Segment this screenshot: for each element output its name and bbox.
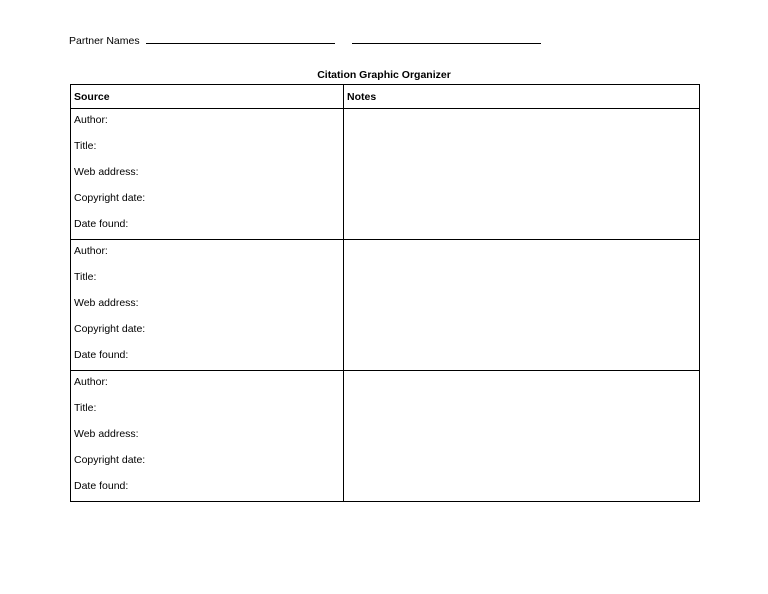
date-found-field[interactable]: Date found:: [74, 349, 129, 361]
notes-cell[interactable]: [344, 109, 700, 240]
citation-organizer-table: [70, 84, 700, 502]
title-field[interactable]: Title:: [74, 140, 97, 152]
author-field[interactable]: Author:: [74, 245, 108, 257]
title-field[interactable]: Title:: [74, 271, 97, 283]
table-header-row: [71, 85, 700, 109]
web-address-field[interactable]: Web address:: [74, 297, 139, 309]
notes-column-header: Notes: [344, 85, 700, 109]
copyright-date-field[interactable]: Copyright date:: [74, 454, 146, 466]
partner-name-blank-1[interactable]: [146, 35, 335, 44]
table-row: [71, 109, 700, 240]
source-column-header: Source: [71, 85, 344, 109]
partner-names-label: Partner Names: [69, 35, 140, 47]
author-field[interactable]: Author:: [74, 114, 108, 126]
title-field[interactable]: Title:: [74, 402, 97, 414]
copyright-date-field[interactable]: Copyright date:: [74, 192, 146, 204]
source-cell: [71, 240, 344, 371]
copyright-date-field[interactable]: Copyright date:: [74, 323, 146, 335]
partner-names-line: [69, 35, 541, 47]
notes-cell[interactable]: [344, 371, 700, 502]
web-address-field[interactable]: Web address:: [74, 166, 139, 178]
author-field[interactable]: Author:: [74, 376, 108, 388]
document-title: Citation Graphic Organizer: [317, 69, 451, 81]
source-cell: [71, 109, 344, 240]
source-cell: [71, 371, 344, 502]
table-row: [71, 371, 700, 502]
date-found-field[interactable]: Date found:: [74, 480, 129, 492]
date-found-field[interactable]: Date found:: [74, 218, 129, 230]
web-address-field[interactable]: Web address:: [74, 428, 139, 440]
notes-cell[interactable]: [344, 240, 700, 371]
table-row: [71, 240, 700, 371]
partner-name-blank-2[interactable]: [352, 35, 541, 44]
